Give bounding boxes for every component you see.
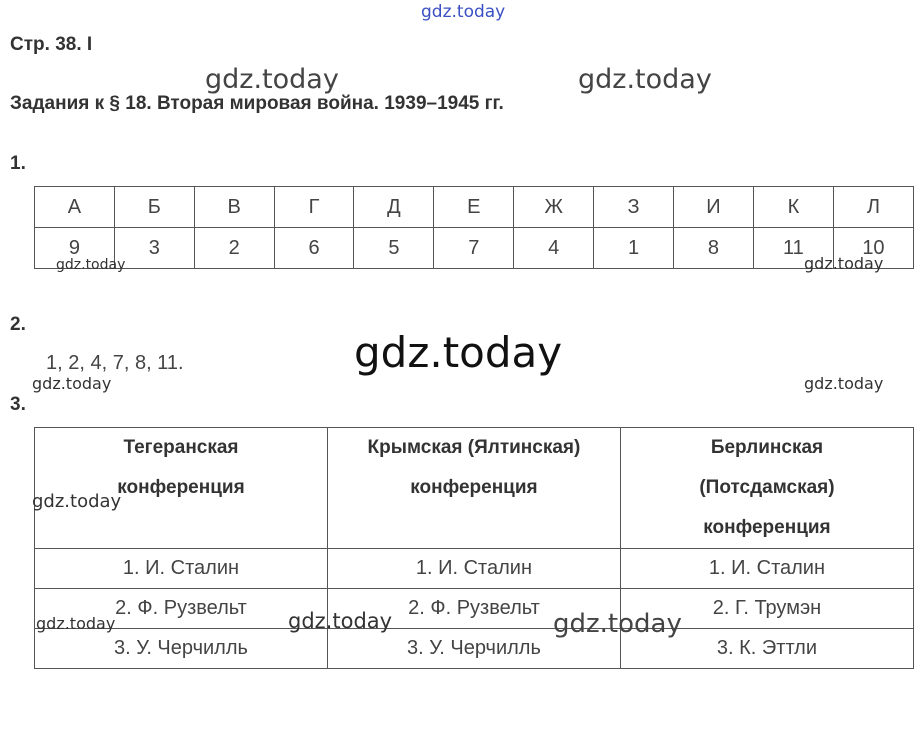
watermark: gdz.today <box>32 491 122 512</box>
table-row <box>35 629 914 669</box>
table-row <box>35 549 914 589</box>
task-2-number: 2. <box>10 314 26 335</box>
answer-cell: 1 <box>594 228 674 269</box>
watermark: gdz.today <box>578 64 712 95</box>
task-3-table <box>34 427 914 669</box>
letter-cell: В <box>194 187 274 228</box>
answer-cell: 4 <box>514 228 594 269</box>
task-3-header-row <box>35 428 914 549</box>
letter-cell: А <box>35 187 115 228</box>
watermark: gdz.today <box>36 614 116 633</box>
task-1-letters-row <box>35 187 914 228</box>
answer-cell: 7 <box>434 228 514 269</box>
letter-cell: Г <box>274 187 354 228</box>
letter-cell: Б <box>114 187 194 228</box>
watermark-top: gdz.today <box>421 2 506 22</box>
table-cell: 1. И. Сталин <box>620 549 913 589</box>
header-line: Берлинская <box>710 437 824 458</box>
letter-cell: К <box>753 187 833 228</box>
header-tehran <box>35 428 328 549</box>
watermark: gdz.today <box>354 328 563 377</box>
watermark: gdz.today <box>205 64 339 95</box>
watermark: gdz.today <box>32 374 112 393</box>
header-line: конференция <box>117 477 245 498</box>
page-reference: Стр. 38. I <box>10 34 93 55</box>
watermark: gdz.today <box>288 609 393 633</box>
header-line: конференция <box>703 517 831 538</box>
watermark: gdz.today <box>553 609 682 639</box>
task-1-answers-row <box>35 228 914 269</box>
answer-cell: 6 <box>274 228 354 269</box>
header-berlin <box>620 428 913 549</box>
table-cell: 2. Ф. Рузвельт <box>35 589 328 629</box>
answer-cell: 2 <box>194 228 274 269</box>
table-cell: 3. У. Черчилль <box>35 629 328 669</box>
header-line: конференция <box>410 477 538 498</box>
letter-cell: Е <box>434 187 514 228</box>
letter-cell: Ж <box>514 187 594 228</box>
answer-cell: 5 <box>354 228 434 269</box>
table-cell: 2. Г. Трумэн <box>620 589 913 629</box>
answer-cell: 11 <box>753 228 833 269</box>
task-2-answer: 1, 2, 4, 7, 8, 11. <box>46 352 184 374</box>
letter-cell: З <box>594 187 674 228</box>
section-title: Задания к § 18. Вторая мировая война. 1939–1945 гг. <box>10 93 504 114</box>
task-1-number: 1. <box>10 153 26 174</box>
table-cell: 2. Ф. Рузвельт <box>327 589 620 629</box>
letter-cell: Д <box>354 187 434 228</box>
table-cell: 3. К. Эттли <box>620 629 913 669</box>
answer-cell: 3 <box>114 228 194 269</box>
answer-cell: 8 <box>674 228 754 269</box>
header-line: Тегеранская <box>123 437 239 458</box>
watermark: gdz.today <box>56 257 126 273</box>
header-line: (Потсдамская) <box>699 477 835 498</box>
table-cell: 1. И. Сталин <box>35 549 328 589</box>
letter-cell: Л <box>833 187 913 228</box>
watermark: gdz.today <box>804 254 884 273</box>
answer-cell: 10 <box>833 228 913 269</box>
table-cell: 1. И. Сталин <box>327 549 620 589</box>
task-3-number: 3. <box>10 394 26 415</box>
task-1-table <box>34 186 914 269</box>
header-crimea <box>327 428 620 549</box>
table-row <box>35 589 914 629</box>
letter-cell: И <box>674 187 754 228</box>
answer-cell: 9 <box>35 228 115 269</box>
header-line: Крымская (Ялтинская) <box>367 437 581 458</box>
table-cell: 3. У. Черчилль <box>327 629 620 669</box>
watermark: gdz.today <box>804 374 884 393</box>
